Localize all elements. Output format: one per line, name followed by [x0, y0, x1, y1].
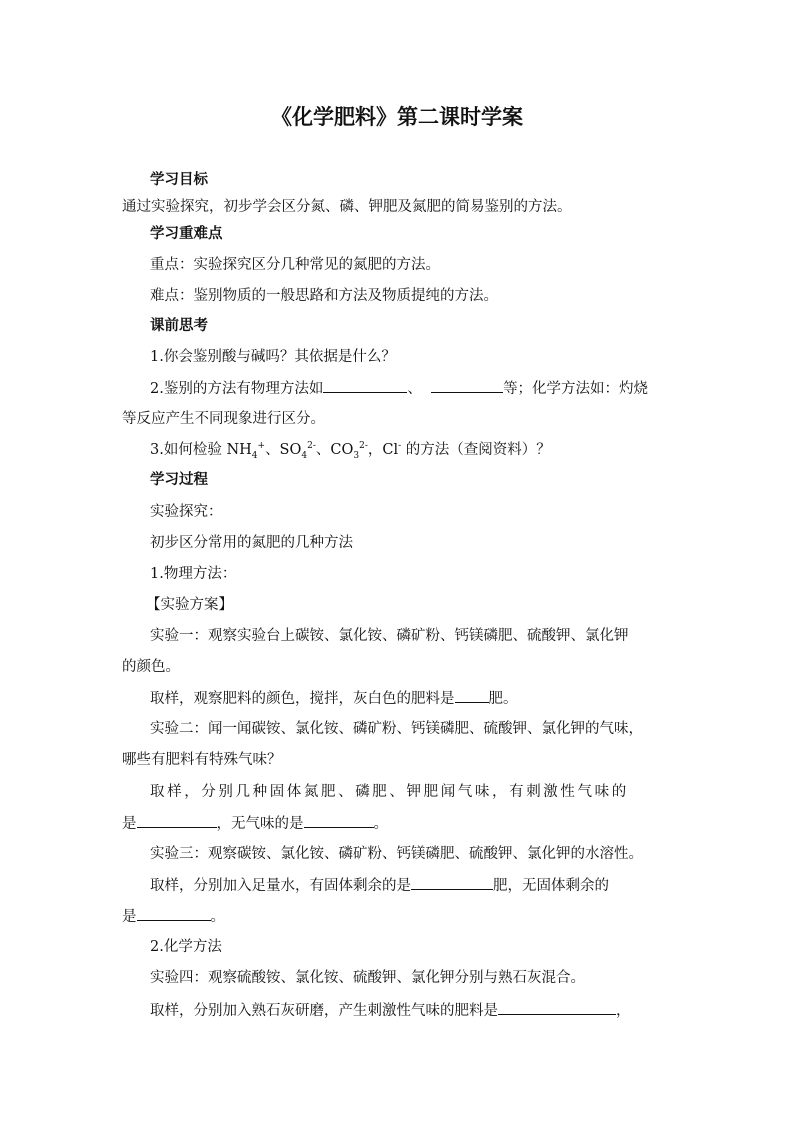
heading-key-points: 学习重难点: [150, 226, 223, 242]
subscript: 4: [251, 450, 258, 461]
explore-subtitle: 初步区分常用的氮肥的几种方法: [150, 535, 353, 551]
question-3-text: 、SO: [265, 442, 302, 458]
page-title: 《化学肥料》第二课时学案: [271, 105, 523, 129]
exp2-line1: 实验二：闻一闻碳铵、氯化铵、磷矿粉、钙镁磷肥、硫酸钾、氯化钾的气味，: [150, 721, 643, 737]
plan-label: 【实验方案】: [146, 597, 233, 613]
subscript: 3: [353, 450, 360, 461]
physical-methods-label: 1.物理方法：: [150, 566, 237, 582]
subscript: 4: [301, 450, 308, 461]
exp2-text: 是: [122, 816, 137, 832]
exp3-text: 是: [122, 909, 137, 925]
answer-blank[interactable]: [455, 688, 489, 703]
heading-pre-class: 课前思考: [150, 318, 208, 334]
question-3-text: ，Cl: [367, 442, 399, 458]
answer-blank[interactable]: [137, 813, 217, 828]
superscript: -: [398, 441, 402, 452]
question-2-line1: [150, 378, 648, 399]
goals-text: 通过实验探究，初步学会区分氮、磷、钾肥及氮肥的简易鉴别的方法。: [122, 199, 572, 215]
question-1: 1.你会鉴别酸与碱吗？其依据是什么？: [150, 349, 396, 365]
exp1-line1: 实验一：观察实验台上碳铵、氯化铵、磷矿粉、钙镁磷肥、硫酸钾、氯化钾: [150, 628, 629, 644]
exp4-line1: 实验四：观察硫酸铵、氯化铵、硫酸钾、氯化钾分别与熟石灰混合。: [150, 970, 585, 986]
exp2-text: 。: [373, 816, 388, 832]
answer-blank[interactable]: [411, 875, 493, 890]
exp1-text: 肥。: [488, 691, 518, 707]
answer-blank[interactable]: [431, 378, 503, 393]
key-point-text: 重点：实验探究区分几种常见的氮肥的方法。: [150, 257, 440, 273]
exp2-line4: [122, 813, 388, 834]
exp2-text: ，无气味的是: [216, 816, 304, 832]
exp1-line3: [150, 688, 518, 709]
superscript: 2-: [359, 441, 368, 452]
answer-blank[interactable]: [498, 1000, 616, 1015]
exp1-line2: 的颜色。: [122, 659, 180, 675]
exp2-line2: 哪些有肥料有特殊气味？: [122, 752, 282, 768]
exp4-line2: [150, 1000, 631, 1021]
question-3-text: 3.如何检验 NH: [150, 442, 252, 458]
exp2-line3: 取样，分别几种固体氮肥、磷肥、钾肥闻气味，有刺激性气味的: [150, 784, 629, 800]
question-3: [150, 440, 551, 460]
answer-blank[interactable]: [137, 906, 211, 921]
question-3-text: 、CO: [315, 442, 354, 458]
question-3-text: 的方法（查阅资料）？: [401, 442, 551, 458]
exp3-text: 肥，无固体剩余的: [493, 878, 609, 894]
exp1-text: 取样，观察肥料的颜色，搅拌，灰白色的肥料是: [150, 691, 455, 707]
heading-goals: 学习目标: [150, 172, 208, 188]
question-2-line2: 等反应产生不同现象进行区分。: [122, 411, 325, 427]
heading-process: 学习过程: [150, 472, 208, 488]
exp4-text: ，: [616, 1003, 631, 1019]
question-2-text-a: 2.鉴别的方法有物理方法如: [150, 381, 324, 397]
superscript: 2-: [307, 441, 316, 452]
exp4-text: 取样，分别加入熟石灰研磨，产生刺激性气味的肥料是: [150, 1003, 498, 1019]
question-2-sep: 、: [407, 381, 422, 397]
exp3-line1: 实验三：观察碳铵、氯化铵、磷矿粉、钙镁磷肥、硫酸钾、氯化钾的水溶性。: [150, 846, 643, 862]
exp3-line3: [122, 906, 225, 927]
exp3-text: 取样，分别加入足量水，有固体剩余的是: [150, 878, 411, 894]
explore-label: 实验探究：: [150, 504, 223, 520]
answer-blank[interactable]: [304, 813, 374, 828]
difficult-point-text: 难点：鉴别物质的一般思路和方法及物质提纯的方法。: [150, 288, 498, 304]
superscript: +: [257, 441, 266, 452]
answer-blank[interactable]: [323, 378, 407, 393]
chemical-methods-label: 2.化学方法: [150, 939, 222, 955]
question-2-text-b: 等；化学方法如：灼烧: [503, 381, 649, 397]
exp3-text: 。: [210, 909, 225, 925]
exp3-line2: [150, 875, 609, 896]
